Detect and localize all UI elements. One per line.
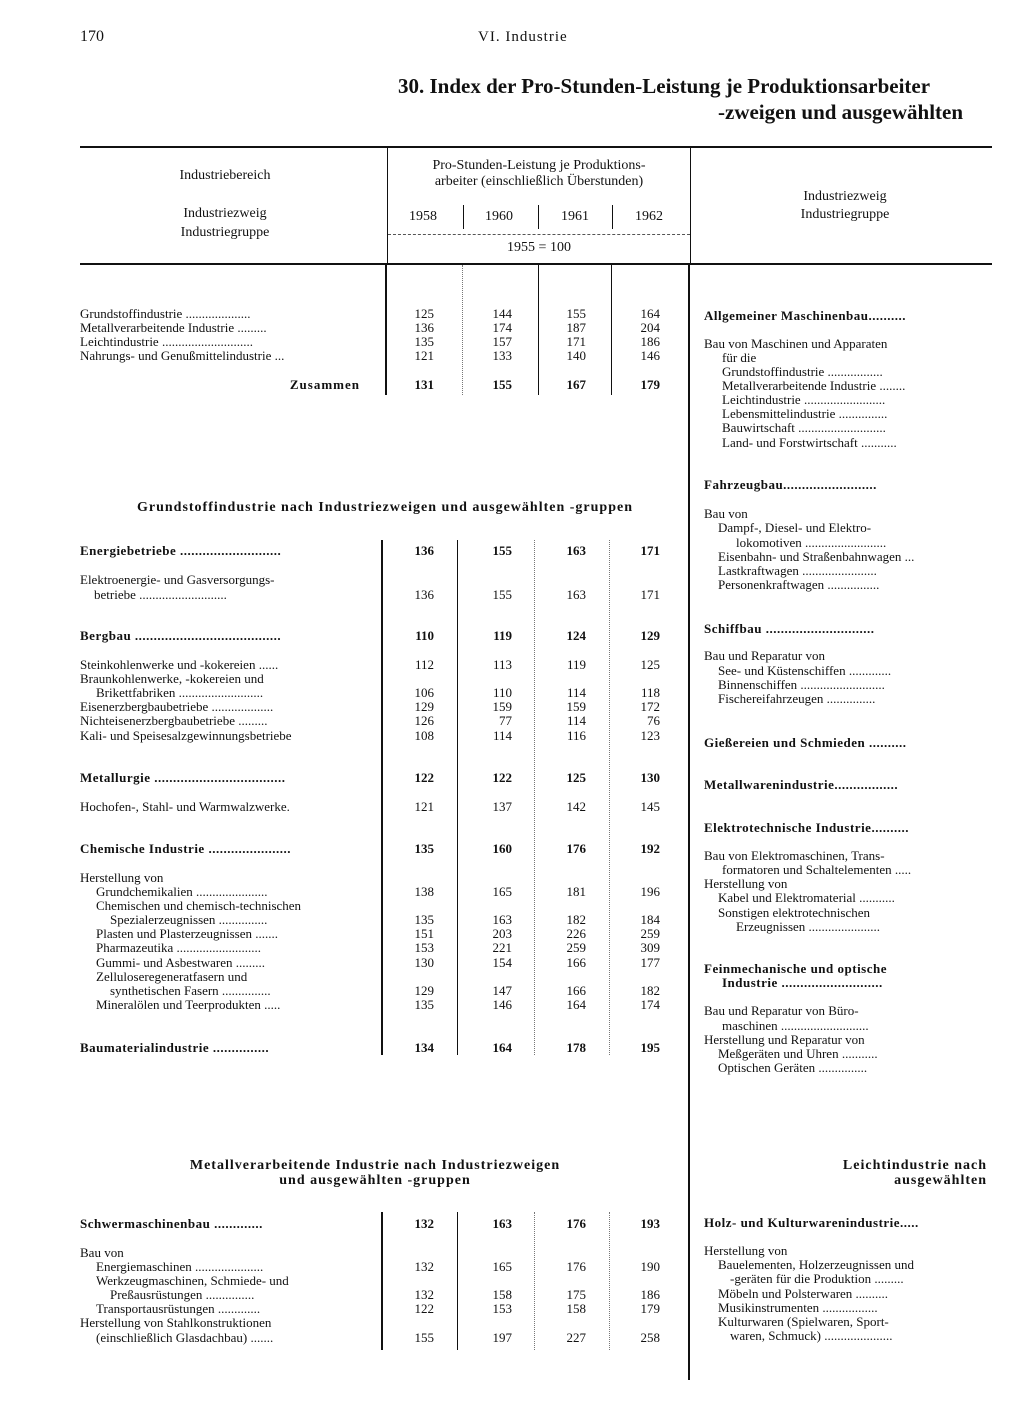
value-1960: 197 — [492, 1330, 512, 1345]
right-row: Meßgeräten und Uhren ........... — [718, 1046, 878, 1061]
right-row: für die — [722, 350, 757, 365]
value-1960: 146 — [492, 997, 512, 1012]
value-1960: 158 — [492, 1287, 512, 1302]
value-1958: 132 — [414, 1287, 434, 1302]
section-leicht-2: ausgewählten — [894, 1173, 987, 1188]
value-1961: 114 — [566, 713, 586, 728]
value-1960: 153 — [492, 1301, 512, 1316]
row-label: Transportausrüstungen ............. — [96, 1301, 261, 1316]
row-label: Herstellung von — [80, 870, 164, 885]
row-label: Braunkohlenwerke, -kokereien und — [80, 671, 264, 686]
right-row: Möbeln und Polsterwaren .......... — [718, 1286, 889, 1301]
right-row: Eisenbahn- und Straßenbahnwagen ... — [718, 549, 915, 564]
right-row: Elektrotechnische Industrie.......... — [704, 820, 909, 835]
value-1962: 177 — [640, 955, 660, 970]
value-1962: 171 — [640, 543, 660, 558]
header-year-1961: 1961 — [561, 209, 589, 224]
row-label: Metallverarbeitende Industrie ......... — [80, 320, 267, 335]
value-1958: 121 — [414, 348, 434, 363]
row-label: Kali- und Speisesalzgewinnungsbetriebe — [80, 728, 292, 743]
value-1961: 140 — [566, 348, 586, 363]
running-head: VI. Industrie — [478, 29, 568, 45]
row-label: Steinkohlenwerke und -kokereien ...... — [80, 657, 279, 672]
value-1961: 178 — [566, 1040, 586, 1055]
right-row: Industrie ........................... — [722, 975, 883, 990]
row-label: Grundchemikalien ...................... — [96, 884, 268, 899]
section-metall-1: Metallverarbeitende Industrie nach Industriezweigen — [189, 1158, 561, 1173]
value-1962: 184 — [640, 912, 660, 927]
header-base: 1955 = 100 — [507, 240, 571, 255]
table-title: 30. Index der Pro-Stunden-Leistung je Produktionsarbeiter — [398, 74, 931, 98]
value-1961: 176 — [566, 841, 586, 856]
header-area: Industriebereich — [179, 168, 271, 183]
header-top-rule — [80, 146, 992, 148]
value-1961: 175 — [566, 1287, 586, 1302]
right-row: Lastkraftwagen ....................... — [718, 563, 877, 578]
row-label: Baumaterialindustrie ............... — [80, 1040, 270, 1055]
value-1960: 137 — [492, 799, 512, 814]
right-column-rule — [688, 265, 690, 1380]
right-row: Bau von — [704, 506, 748, 521]
header-right-branch: Industriezweig — [803, 189, 887, 204]
value-1960: 164 — [492, 1040, 512, 1055]
value-1961: 116 — [566, 728, 586, 743]
right-row: Lebensmittelindustrie ............... — [722, 406, 888, 421]
value-1958: 130 — [414, 955, 434, 970]
page-number: 170 — [80, 28, 104, 45]
value-1961: 166 — [566, 955, 586, 970]
value-1958: 135 — [414, 997, 434, 1012]
right-row: Optischen Geräten ............... — [718, 1060, 868, 1075]
value-1960: 155 — [492, 543, 512, 558]
value-1961: 227 — [566, 1330, 586, 1345]
section-grundstoff: Grundstoffindustrie nach Industriezweigen und ausgewählten -gruppen — [136, 500, 633, 515]
right-row: Holz- und Kulturwarenindustrie..... — [704, 1215, 919, 1230]
header-right-group: Industriegruppe — [800, 207, 890, 222]
value-1962: 186 — [640, 1287, 660, 1302]
section-leicht-1: Leichtindustrie nach — [842, 1158, 987, 1173]
right-row: Herstellung von — [704, 1243, 788, 1258]
value-1962: 118 — [640, 685, 660, 700]
value-1962: 204 — [640, 320, 660, 335]
value-1962: 171 — [640, 587, 660, 602]
value-1960: 155 — [492, 377, 512, 392]
value-1960: 114 — [492, 728, 512, 743]
row-label: Metallurgie ................................... — [80, 770, 286, 785]
right-row: Bau von Maschinen und Apparaten — [704, 336, 888, 351]
value-1961: 124 — [566, 628, 586, 643]
value-1958: 122 — [414, 1301, 434, 1316]
right-row: Personenkraftwagen ................ — [718, 577, 880, 592]
value-1960: 157 — [492, 334, 512, 349]
right-row: Gießereien und Schmieden .......... — [704, 735, 907, 750]
value-1960: 165 — [492, 1259, 512, 1274]
right-row: Bauelementen, Holzerzeugnissen und — [718, 1257, 915, 1272]
value-1962: 258 — [640, 1330, 660, 1345]
value-1961: 119 — [566, 657, 586, 672]
value-1960: 203 — [492, 926, 512, 941]
value-1961: 142 — [566, 799, 586, 814]
value-1960: 163 — [492, 912, 512, 927]
value-1958: 135 — [414, 334, 434, 349]
value-1962: 123 — [640, 728, 660, 743]
right-row: Musikinstrumenten ................. — [718, 1300, 878, 1315]
header-measure-2: arbeiter (einschließlich Überstunden) — [434, 174, 644, 189]
row-label: (einschließlich Glasdachbau) ....... — [96, 1330, 274, 1345]
header-branch: Industriezweig — [183, 206, 267, 221]
right-row: Schiffbau ............................. — [704, 621, 875, 636]
value-1962: 186 — [640, 334, 660, 349]
row-label: Schwermaschinenbau ............. — [80, 1216, 263, 1231]
value-1958: 131 — [414, 377, 434, 392]
value-1958: 136 — [414, 320, 434, 335]
row-label: Elektroenergie- und Gasversorgungs- — [80, 572, 275, 587]
row-label: Energiebetriebe ........................... — [80, 543, 282, 558]
value-1962: 190 — [640, 1259, 660, 1274]
right-row: Erzeugnissen ...................... — [736, 919, 881, 934]
table-row — [0, 940, 1024, 955]
row-label: Hochofen-, Stahl- und Warmwalzwerke. — [80, 799, 290, 814]
value-1962: 192 — [640, 841, 660, 856]
right-row: waren, Schmuck) ..................... — [730, 1328, 893, 1343]
row-label: Brikettfabriken .......................... — [96, 685, 264, 700]
row-label: Preßausrüstungen ............... — [110, 1287, 255, 1302]
row-label: Eisenerzbergbaubetriebe ................... — [80, 699, 274, 714]
value-1961: 171 — [566, 334, 586, 349]
right-row: Herstellung von — [704, 876, 788, 891]
value-1958: 155 — [414, 1330, 434, 1345]
value-1960: 221 — [492, 940, 512, 955]
value-1962: 182 — [640, 983, 660, 998]
right-row: Bau von Elektromaschinen, Trans- — [704, 848, 885, 863]
year-divider-3 — [612, 205, 613, 229]
value-1961: 176 — [566, 1216, 586, 1231]
table-row — [0, 713, 1024, 728]
value-1960: 155 — [492, 587, 512, 602]
value-1960: 165 — [492, 884, 512, 899]
value-1961: 164 — [566, 997, 586, 1012]
value-1962: 179 — [640, 1301, 660, 1316]
year-divider-1 — [463, 205, 464, 229]
value-1958: 138 — [414, 884, 434, 899]
right-row: Feinmechanische und optische — [704, 961, 888, 976]
right-row: Fahrzeugbau......................... — [704, 477, 877, 492]
row-label: Mineralölen und Teerprodukten ..... — [96, 997, 281, 1012]
value-1958: 136 — [414, 543, 434, 558]
value-1960: 159 — [492, 699, 512, 714]
row-label: Zusammen — [289, 377, 360, 392]
value-1958: 122 — [414, 770, 434, 785]
row-label: Werkzeugmaschinen, Schmiede- und — [96, 1273, 289, 1288]
right-row: Fischereifahrzeugen ............... — [718, 691, 876, 706]
right-row: Land- und Forstwirtschaft ........... — [722, 435, 897, 450]
value-1960: 113 — [492, 657, 512, 672]
value-1962: 193 — [640, 1216, 660, 1231]
value-1958: 125 — [414, 306, 434, 321]
value-1958: 129 — [414, 699, 434, 714]
value-1960: 174 — [492, 320, 512, 335]
value-1958: 121 — [414, 799, 434, 814]
row-label: Gummi- und Asbestwaren ......... — [96, 955, 265, 970]
value-1960: 77 — [499, 713, 512, 728]
row-label: Chemischen und chemisch-technischen — [96, 898, 302, 913]
row-label: Bergbau ....................................... — [80, 628, 282, 643]
value-1958: 106 — [414, 685, 434, 700]
right-row: formatoren und Schaltelementen ..... — [722, 862, 912, 877]
right-row: Kabel und Elektromaterial ........... — [718, 890, 895, 905]
value-1961: 226 — [566, 926, 586, 941]
header-year-1960: 1960 — [485, 209, 513, 224]
value-1962: 164 — [640, 306, 660, 321]
value-1961: 114 — [566, 685, 586, 700]
row-label: Spezialerzeugnissen ............... — [110, 912, 268, 927]
value-1962: 76 — [647, 713, 660, 728]
header-bottom-rule — [80, 263, 992, 265]
row-label: Nahrungs- und Genußmittelindustrie ... — [80, 348, 285, 363]
value-1960: 133 — [492, 348, 512, 363]
right-row: Leichtindustrie ......................... — [722, 392, 886, 407]
value-1961: 166 — [566, 983, 586, 998]
row-label: Grundstoffindustrie .................... — [80, 306, 251, 321]
row-label: Herstellung von Stahlkonstruktionen — [80, 1315, 272, 1330]
right-row: -geräten für die Produktion ......... — [730, 1271, 904, 1286]
value-1960: 110 — [492, 685, 512, 700]
value-1961: 163 — [566, 543, 586, 558]
value-1962: 174 — [640, 997, 660, 1012]
right-row: Herstellung und Reparatur von — [704, 1032, 865, 1047]
right-row: Metallverarbeitende Industrie ........ — [722, 378, 906, 393]
row-label: Nichteisenerzbergbaubetriebe ......... — [80, 713, 268, 728]
right-row: Metallwarenindustrie................. — [704, 777, 899, 792]
value-1962: 259 — [640, 926, 660, 941]
value-1961: 159 — [566, 699, 586, 714]
row-label: Energiemaschinen ..................... — [96, 1259, 264, 1274]
right-row: Dampf-, Diesel- und Elektro- — [718, 520, 872, 535]
year-divider-2 — [538, 205, 539, 229]
row-label: Plasten und Plasterzeugnissen ....... — [96, 926, 278, 941]
row-label: Pharmazeutika .......................... — [96, 940, 261, 955]
header-base-rule — [388, 234, 690, 235]
value-1962: 129 — [640, 628, 660, 643]
value-1962: 309 — [640, 940, 660, 955]
value-1958: 135 — [414, 841, 434, 856]
value-1958: 129 — [414, 983, 434, 998]
value-1958: 151 — [414, 926, 434, 941]
value-1958: 136 — [414, 587, 434, 602]
header-divider-right — [690, 147, 691, 263]
row-label: Zelluloseregeneratfasern und — [96, 969, 248, 984]
right-row: Allgemeiner Maschinenbau.......... — [704, 308, 907, 323]
value-1958: 134 — [414, 1040, 434, 1055]
header-group: Industriegruppe — [180, 225, 270, 240]
right-row: Sonstigen elektrotechnischen — [718, 905, 870, 920]
row-label: Chemische Industrie ...................... — [80, 841, 291, 856]
value-1958: 132 — [414, 1216, 434, 1231]
value-1962: 172 — [640, 699, 660, 714]
right-row: Bau und Reparatur von — [704, 648, 825, 663]
row-label: Leichtindustrie ............................ — [80, 334, 253, 349]
right-row: Binnenschiffen .......................... — [718, 677, 885, 692]
value-1958: 132 — [414, 1259, 434, 1274]
value-1962: 125 — [640, 657, 660, 672]
value-1960: 144 — [492, 306, 512, 321]
value-1958: 108 — [414, 728, 434, 743]
row-label: synthetischen Fasern ............... — [110, 983, 271, 998]
right-row: lokomotiven ......................... — [736, 535, 887, 550]
value-1958: 126 — [414, 713, 434, 728]
value-1962: 196 — [640, 884, 660, 899]
header-year-1958: 1958 — [409, 209, 437, 224]
right-row: Bauwirtschaft ........................... — [722, 420, 886, 435]
value-1961: 125 — [566, 770, 586, 785]
header-year-1962: 1962 — [635, 209, 663, 224]
value-1958: 110 — [415, 628, 434, 643]
row-label: betriebe ........................... — [94, 587, 227, 602]
right-row: Bau und Reparatur von Büro- — [704, 1003, 859, 1018]
section-metall-2: und ausgewählten -gruppen — [279, 1173, 471, 1188]
value-1961: 182 — [566, 912, 586, 927]
right-row: Grundstoffindustrie ................. — [722, 364, 883, 379]
value-1960: 154 — [492, 955, 512, 970]
value-1962: 130 — [640, 770, 660, 785]
value-1962: 195 — [640, 1040, 660, 1055]
value-1961: 181 — [566, 884, 586, 899]
value-1961: 187 — [566, 320, 586, 335]
value-1962: 146 — [640, 348, 660, 363]
value-1958: 153 — [414, 940, 434, 955]
value-1958: 112 — [414, 657, 434, 672]
right-row: Kulturwaren (Spielwaren, Sport- — [718, 1314, 889, 1329]
table-row — [0, 799, 1024, 814]
value-1962: 145 — [640, 799, 660, 814]
value-1962: 179 — [640, 377, 660, 392]
value-1961: 163 — [566, 587, 586, 602]
value-1958: 135 — [414, 912, 434, 927]
right-row: maschinen ........................... — [722, 1018, 869, 1033]
value-1960: 160 — [492, 841, 512, 856]
value-1961: 155 — [566, 306, 586, 321]
value-1961: 158 — [566, 1301, 586, 1316]
value-1960: 147 — [492, 983, 512, 998]
value-1960: 119 — [493, 628, 512, 643]
right-row: See- und Küstenschiffen ............. — [718, 663, 892, 678]
value-1960: 122 — [492, 770, 512, 785]
value-1961: 259 — [566, 940, 586, 955]
value-1961: 167 — [566, 377, 586, 392]
value-1960: 163 — [492, 1216, 512, 1231]
value-1961: 176 — [566, 1259, 586, 1274]
header-measure-1: Pro-Stunden-Leistung je Produktions- — [432, 158, 646, 173]
table-title-continued: -zweigen und ausgewählten — [718, 100, 964, 124]
row-label: Bau von — [80, 1245, 124, 1260]
